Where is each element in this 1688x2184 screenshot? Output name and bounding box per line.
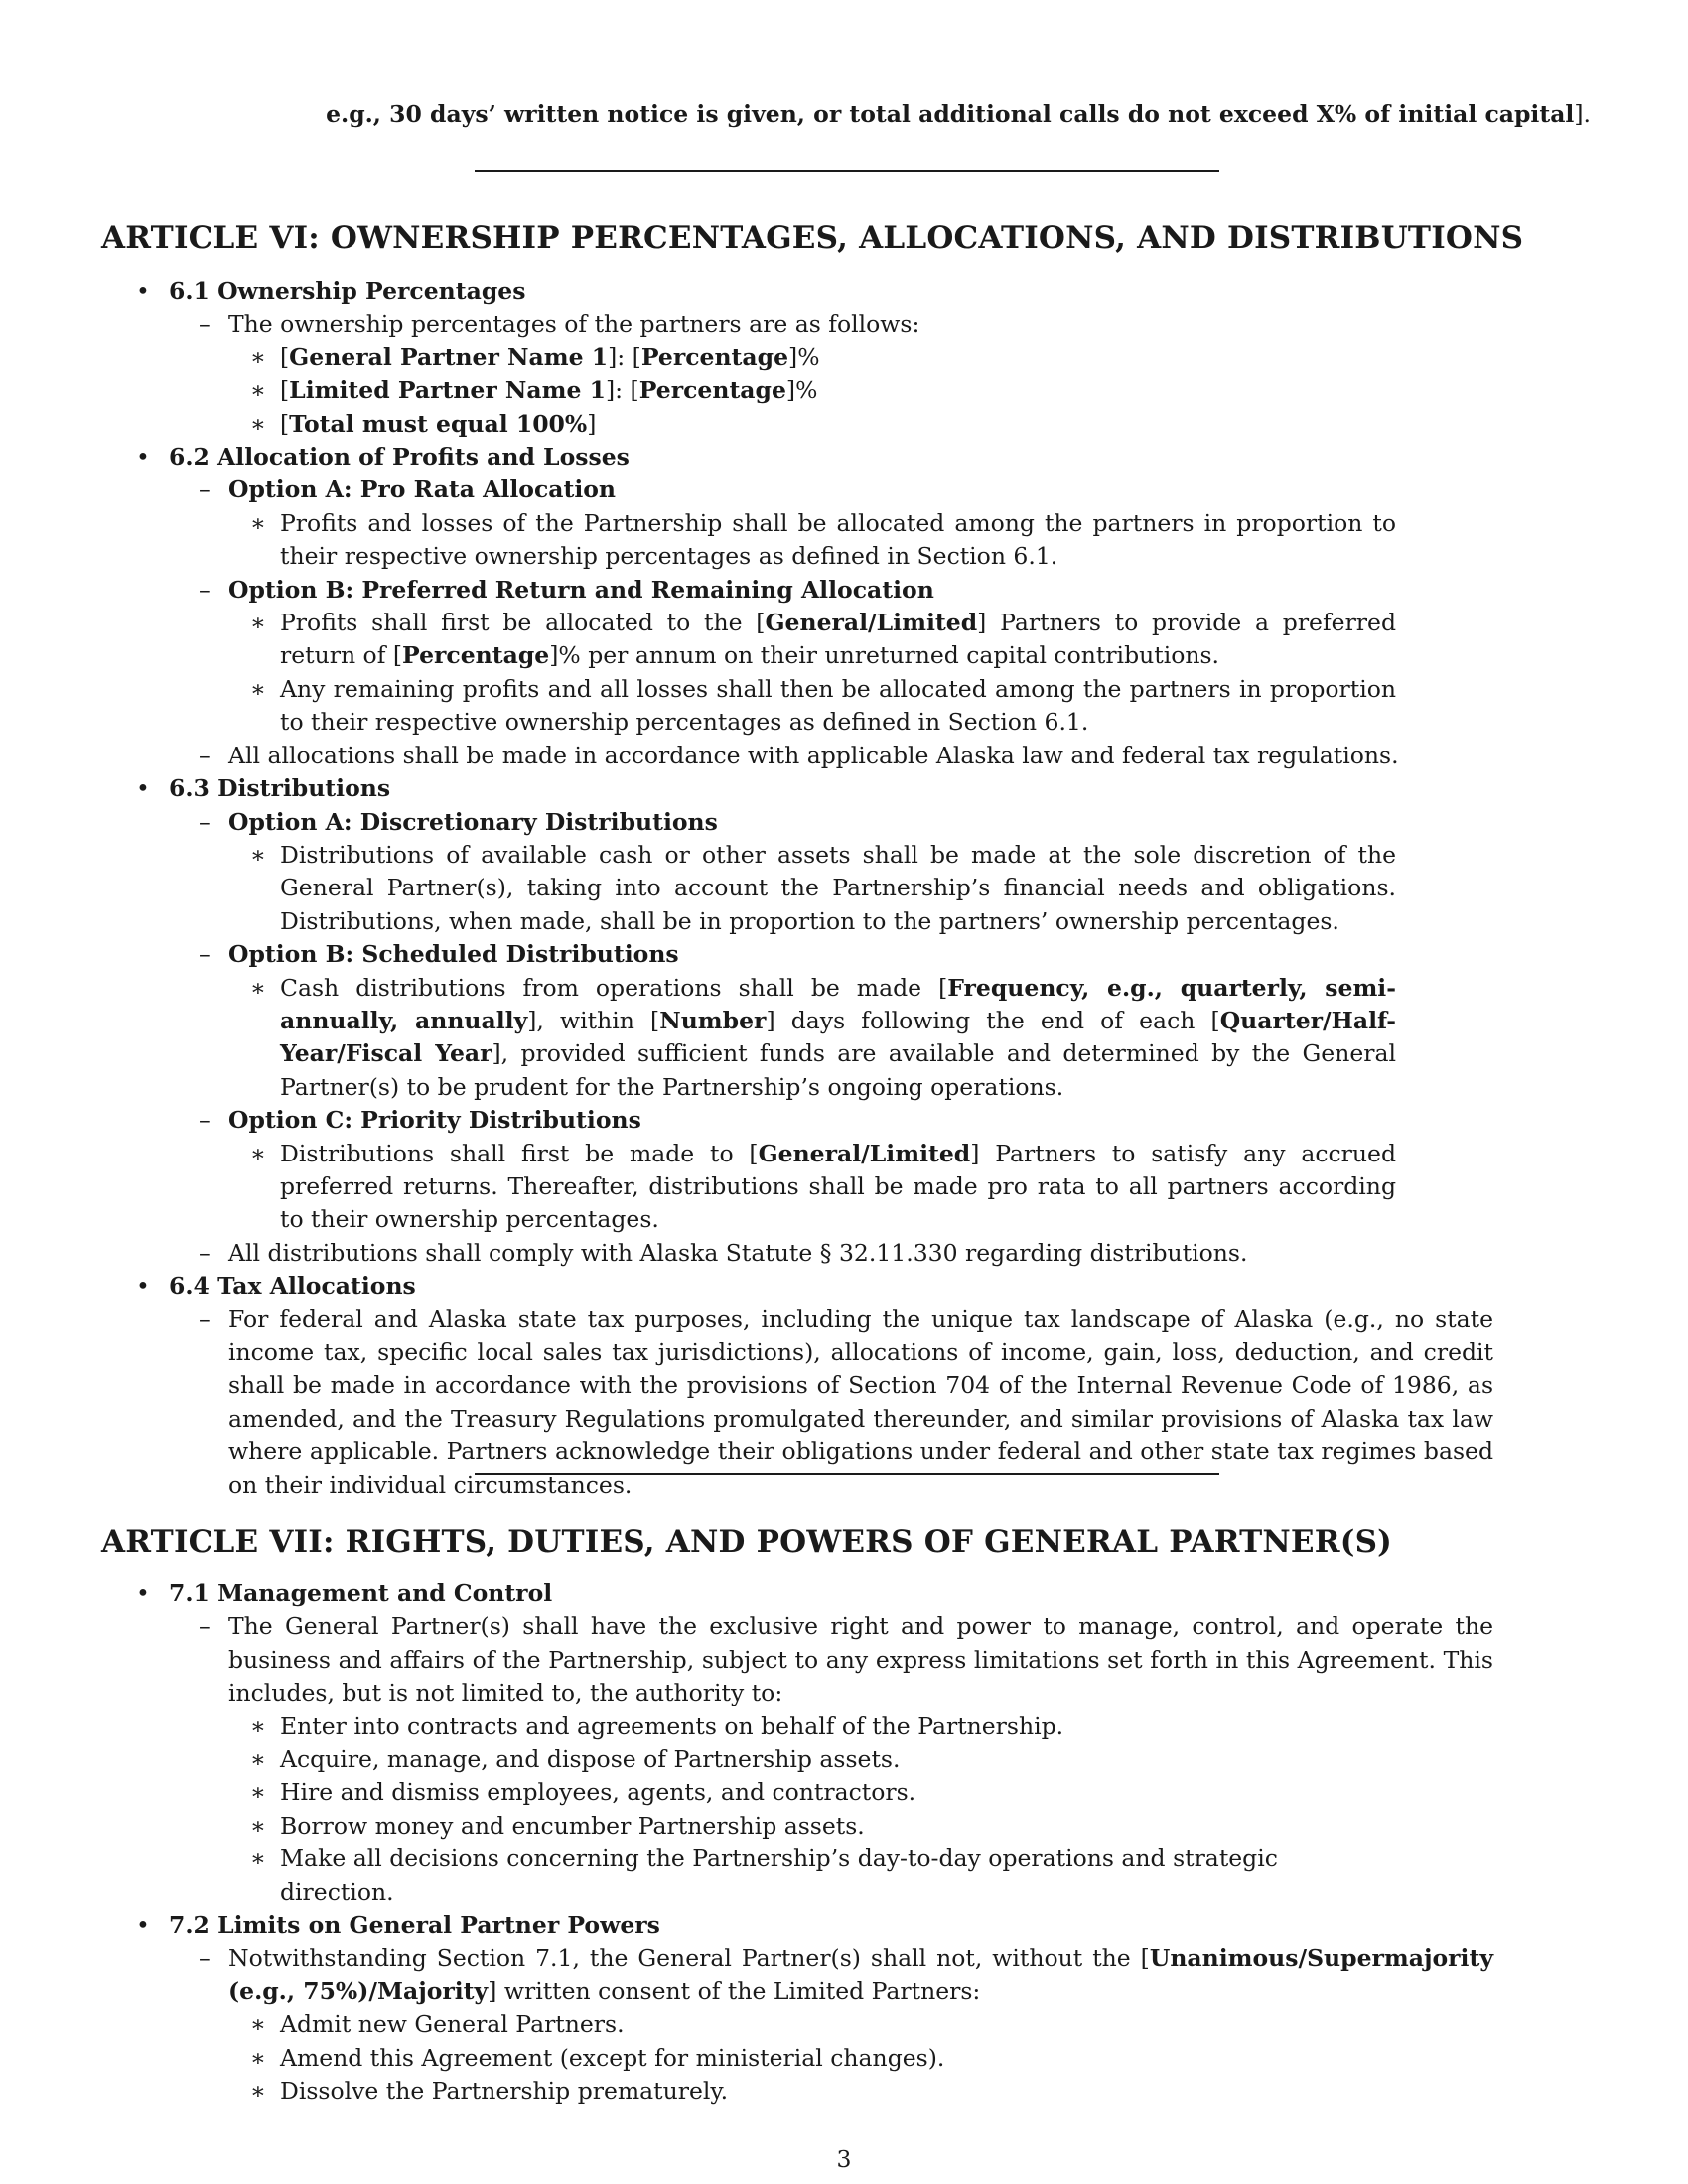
star-marker: ∗ [250,342,266,371]
option-b-label: Option B: Preferred Return and Remaining Allocation [228,575,934,604]
article-vi-title: ARTICLE VI: OWNERSHIP PERCENTAGES, ALLOCATIONS, AND DISTRIBUTIONS [101,220,1524,256]
option-a-label: Option A: Pro Rata Allocation [228,476,617,504]
bullet-marker: • [136,774,150,803]
allocation-note-item [0,740,1591,772]
list-item: ∗ [Limited Partner Name 1]: [Percentage]% [0,374,1493,407]
page-number: 3 [836,2145,852,2173]
star-marker: ∗ [250,2043,266,2072]
list-item: ∗ Any remaining profits and all losses shall then be allocated among the partners in proportion to their respective ownership percentages as defined in Section 6.1. [250,674,1396,737]
star-marker: ∗ [250,674,266,703]
star-marker: ∗ [250,508,266,537]
bullet-marker: • [136,443,150,472]
dash-marker: – [199,940,211,969]
article-vii-body [0,1577,1688,2109]
option-c-item [0,1104,1591,1237]
star-marker: ∗ [250,2010,266,2039]
dash-marker: – [199,1304,211,1333]
dash-marker: – [199,1238,211,1267]
list-item: ∗ Hire and dismiss employees, agents, and contractors. [0,1776,1493,1809]
section-6-1-intro-item [0,308,1591,441]
star-marker: ∗ [250,1745,266,1774]
option-b-item [0,574,1591,740]
allocation-note: All allocations shall be made in accordance with applicable Alaska law and federal tax regulations. [228,741,1399,769]
section-7-1-heading: 7.1 Management and Control [169,1579,553,1607]
bullet-marker: • [136,1579,150,1607]
section-6-3-heading: 6.3 Distributions [169,774,391,803]
star-marker: ∗ [250,1139,266,1167]
list-item: ∗ [General Partner Name 1]: [Percentage]% [0,341,1493,374]
section-6-3 [0,772,1688,1270]
section-6-2-heading: 6.2 Allocation of Profits and Losses [169,443,630,472]
dash-marker: – [199,476,211,504]
list-item: ∗ Profits shall first be allocated to the [General/Limited] Partners to provide a preferred return of [Percentage]% per annum on their unreturned capital contributions. [250,609,1396,670]
option-b-item [0,938,1591,1104]
star-marker: ∗ [250,409,266,438]
star-marker: ∗ [250,376,266,405]
section-7-2 [0,1909,1688,2108]
dash-marker: – [199,575,211,604]
list-item: ∗ Distributions shall first be made to [General/Limited] Partners to satisfy any accrued preferred returns. Thereafter, distributions shall be made pro rata to all partners according to their ownership percentages. [250,1139,1396,1234]
distribution-note-item [0,1237,1591,1270]
star-marker: ∗ [250,2077,266,2106]
star-marker: ∗ [250,1811,266,1840]
article-vi-body [0,275,1688,1502]
list-item: ∗ Enter into contracts and agreements on behalf of the Partnership. [0,1710,1493,1743]
dash-marker: – [199,807,211,836]
horizontal-rule [475,1473,1219,1475]
option-a-item [0,806,1591,939]
section-6-1-heading: 6.1 Ownership Percentages [169,277,526,305]
distribution-note: All distributions shall comply with Alaska Statute § 32.11.330 regarding distributions. [228,1238,1248,1267]
star-marker: ∗ [250,840,266,869]
list-item: ∗ Acquire, manage, and dispose of Partnership assets. [0,1743,1493,1776]
dash-marker: – [199,1944,211,1973]
list-item: ∗ Cash distributions from operations shall be made [Frequency, e.g., quarterly, semi-annually, annually], within [Number] days following the end of each [Quarter/Half-Year/Fiscal Year], provided sufficient funds are available and determined by the General Partner(s) to be prudent for the Partnership’s ongoing operations. [250,973,1397,1101]
section-6-2 [0,441,1688,772]
option-c-label: Option C: Priority Distributions [228,1106,641,1135]
list-item: ∗ Profits and losses of the Partnership shall be allocated among the partners in proportion to their respective ownership percentages as defined in Section 6.1. [250,508,1396,571]
dash-marker: – [199,310,211,339]
section-7-1-intro-item [0,1610,1591,1909]
bullet-marker: • [136,1911,150,1940]
list-item: ∗ Distributions of available cash or other assets shall be made at the sole discretion of the General Partner(s), taking into account the Partnership’s financial needs and obligations. Distributions, when made, shall be in proportion to the partners’ ownership percentages. [250,840,1396,935]
section-6-1-intro: The ownership percentages of the partners are as follows: [228,310,920,339]
dash-marker: – [199,1106,211,1135]
bullet-marker: • [136,1272,150,1300]
continuation-line [280,98,1591,131]
section-6-1 [0,275,1688,441]
tax-allocation-item [0,1303,1591,1502]
list-item: ∗ Admit new General Partners. [0,2008,1493,2041]
continuation-bold-text: e.g., 30 days’ written notice is given, or total additional calls do not exceed X% of initial capital [326,100,1575,128]
section-6-4-heading: 6.4 Tax Allocations [169,1272,416,1300]
star-marker: ∗ [250,1844,266,1873]
star-marker: ∗ [250,609,266,637]
horizontal-rule [475,170,1219,172]
star-marker: ∗ [250,1778,266,1807]
section-6-4 [0,1270,1688,1502]
list-item: ∗ [Total must equal 100%] [0,408,1493,441]
bullet-marker: • [136,277,150,305]
section-7-1 [0,1577,1688,1909]
section-7-1-intro: The General Partner(s) shall have the exclusive right and power to manage, control, and operate the business and affairs of the Partnership, subject to any express limitations set forth in this Agreement. This includes, but is not limited to, the authority to: [228,1612,1493,1707]
list-item: ∗ Borrow money and encumber Partnership assets. [0,1810,1493,1843]
continuation-tail: ]. [1574,100,1591,128]
section-7-2-heading: 7.2 Limits on General Partner Powers [169,1911,660,1940]
option-a-item [0,474,1591,573]
list-item: ∗ Amend this Agreement (except for ministerial changes). [0,2042,1493,2075]
list-item: ∗ Dissolve the Partnership prematurely. [0,2075,1493,2108]
tax-allocation-text: For federal and Alaska state tax purposes, including the unique tax landscape of Alaska (e.g., no state income tax, specific local sales tax jurisdictions), allocations of income, gain, loss, deduction, and credit shall be made in accordance with the provisions of Section 704 of the Internal Revenue Code of 1986, as amended, and the Treasury Regulations promulgated thereunder, and similar provisions of Alaska tax law where applicable. Partners acknowledge their obligations under federal and other state tax regimes based on their individual circumstances. [228,1304,1493,1499]
star-marker: ∗ [250,973,266,1002]
option-b-label: Option B: Scheduled Distributions [228,940,679,969]
dash-marker: – [199,741,211,769]
list-item: ∗ Make all decisions concerning the Partnership’s day-to-day operations and strategic direction. [250,1844,1278,1906]
article-vii-title: ARTICLE VII: RIGHTS, DUTIES, AND POWERS OF GENERAL PARTNER(S) [101,1524,1393,1560]
dash-marker: – [199,1612,211,1641]
star-marker: ∗ [250,1711,266,1740]
section-7-2-intro-item: – Notwithstanding Section 7.1, the General Partner(s) shall not, without the [Unanimous/Supermajority (e.g., 75%)/Majority] written consent of the Limited Partners: ∗ Admit new General Partners. ∗ Amend this Agreement (except for ministerial changes). ∗ Dissolve the Partnership prematurely. [0,1942,1591,2108]
option-a-label: Option A: Discretionary Distributions [228,807,718,836]
